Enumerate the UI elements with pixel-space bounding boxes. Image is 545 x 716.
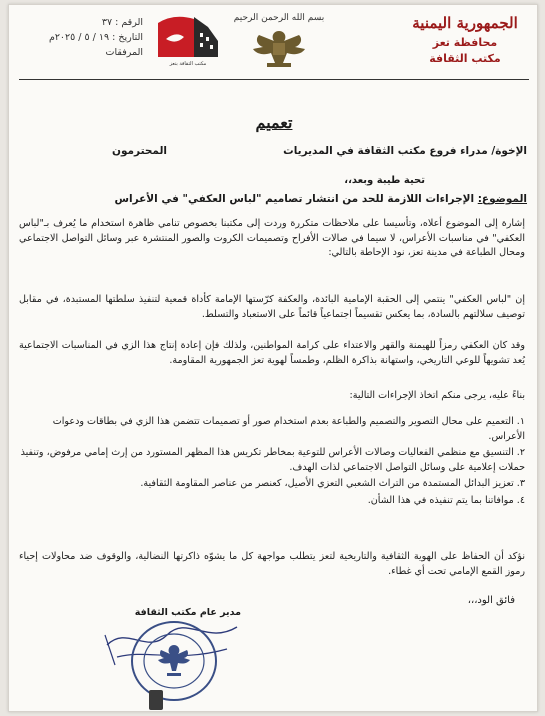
greeting: تحية طيبة وبعد،،: [344, 175, 425, 186]
subject-line: [22, 193, 527, 205]
culture-office-logo: [154, 11, 222, 71]
closing-salutation: فائق الود،،،: [467, 595, 515, 606]
document-page: [8, 4, 538, 712]
official-stamp-icon: [129, 619, 219, 703]
ref-number: ٣٧: [101, 17, 113, 28]
ref-date: ١٩ / ٥ / ٢٠٢٥م: [48, 32, 110, 44]
letterhead: [9, 5, 539, 77]
ref-date-label: التاريخ :: [112, 32, 143, 44]
paragraph-background: إن "لباس العكفي" ينتمي إلى الحقبة الإمامية البائدة، والعكفة كرّستها الإمامة كأداة قمعية لتنفيذ سلطتها المستبدة، في مقابل توصيف سلالتهم بالسادة، بما يعكس تقسيماً اجتماعياً قائماً على الاستعباد والتسلط.: [19, 294, 525, 320]
country-name: الجمهورية اليمنية: [412, 14, 518, 32]
signature-title: مدير عام مكتب الثقافة: [134, 607, 241, 618]
governorate-name: محافظة تعز: [432, 35, 498, 49]
list-item: ٢. التنسيق مع منظمي الفعاليات وصالات الأعراس للتوعية بمخاطر تكريس هذا المظهر المستورد من إرث إمامي مرفوض، وتنفيذ حملات إعلامية على وسائل التواصل الاجتماعي لذات الهدف.: [20, 447, 525, 473]
list-item: ١. التعميم على محال التصوير والتصميم والطباعة بعدم استخدام صور أو تصميمات تتضمن هذا الزي في بطاقات ودعوات الأعراس.: [52, 416, 525, 442]
header-divider: [19, 79, 529, 80]
list-item: ٣. تعزيز البدائل المستمدة من التراث الشعبي التعزي الأصيل، كعنصر من عناصر المقاومة الثقافية.: [140, 478, 525, 490]
office-name: مكتب الثقافة: [429, 51, 501, 65]
subject-label: الموضوع:: [477, 193, 527, 205]
ref-number-label: الرقم :: [115, 17, 143, 28]
addressee: الإخوة/ مدراء فروع مكتب الثقافة في المديريات: [283, 145, 527, 157]
reference-block: [23, 15, 143, 61]
culture-office-logo-icon: [154, 11, 222, 61]
logo-caption: مكتب الثقافة بتعز: [169, 61, 207, 67]
page-clip-mark: [149, 690, 163, 710]
ref-attachments-label: المرفقات: [105, 47, 143, 59]
subject-text: الإجراءات اللازمة للحد من انتشار تصاميم "لباس العكفي" في الأعراس: [114, 193, 478, 205]
yemen-eagle-emblem-icon: [247, 25, 311, 71]
basmala: بسم الله الرحمن الرحيم: [233, 13, 325, 23]
respected-label: المحترمون: [112, 145, 168, 157]
action-items-list: [19, 415, 525, 511]
document-title: تعميم: [255, 113, 293, 132]
list-item: ٤. موافاتنا بما يتم تنفيذه في هذا الشأن.: [367, 494, 525, 506]
paragraph-request: بناءً عليه، يرجى منكم اتخاذ الإجراءات التالية:: [349, 390, 525, 401]
paragraph-intro: إشارة إلى الموضوع أعلاه، وتأسيسا على ملاحظات متكررة وردت إلى مكتبنا بخصوص تنامي ظاهرة استخدام ما يُعرف بـ"لباس العكفي" في مناسبات الأعراس، لا سيما في صالات الأفراح وتصميمات الكروت والصور المنتشرة عبر وسائل التواصل الاجتماعي ومحال الطباعة في مدينة تعز، نود الإحاطة بالتالي:: [19, 218, 525, 259]
paragraph-significance: وقد كان العكفي رمزاً للهيمنة والقهر والاعتداء على كرامة المواطنين، ولذلك فإن إعادة إنتاج هذا الزي في المناسبات الاجتماعية يُعد تشويهاً للوعي التاريخي، واستهانة بذاكرة الظلم، وطمساً لهوية تعز الجمهورية المقاومة.: [19, 340, 525, 366]
letterhead-issuer: [405, 13, 525, 67]
paragraph-conclusion: نؤكد أن الحفاظ على الهوية الثقافية والتاريخية لتعز يتطلب مواجهة كل ما يشوّه ذاكرتها النضالية، والوقوف ضد محاولات إحياء رموز القمع الإمامي تحت أي غطاء.: [19, 551, 525, 577]
